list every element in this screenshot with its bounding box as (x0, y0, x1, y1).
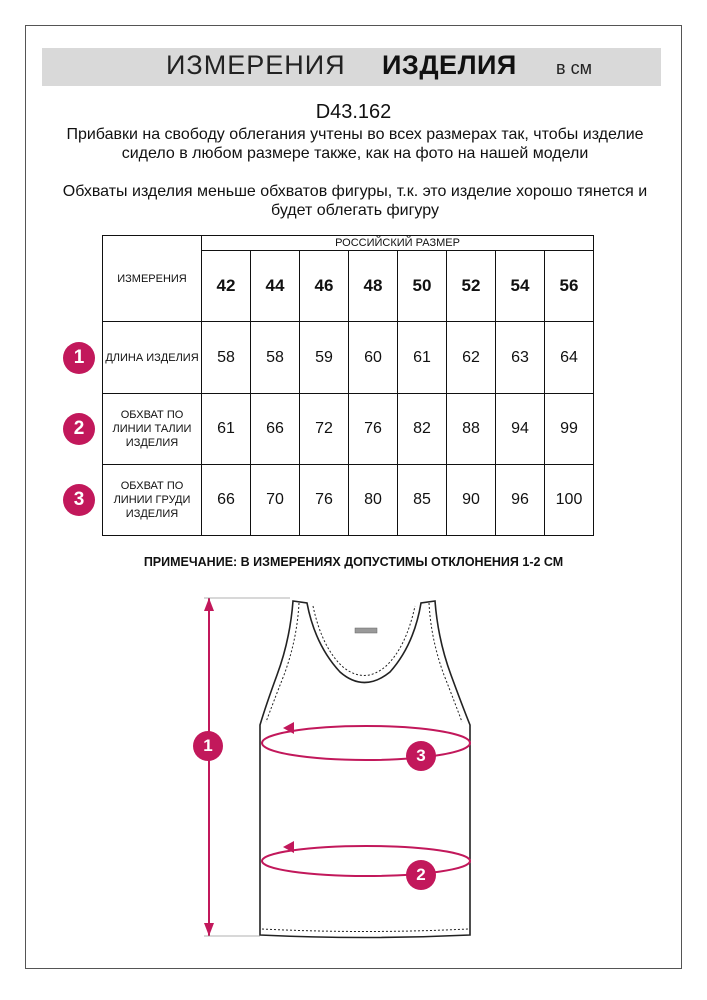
table-cell: 82 (398, 394, 447, 465)
table-cell: 62 (447, 322, 496, 394)
table-cell: 96 (496, 465, 545, 536)
row-label: ОБХВАТ ПО ЛИНИИ ГРУДИ ИЗДЕЛИЯ (103, 465, 202, 536)
product-code: D43.162 (315, 101, 392, 123)
table-cell: 58 (251, 322, 300, 394)
row-label: ОБХВАТ ПО ЛИНИИ ТАЛИИ ИЗДЕЛИЯ (103, 394, 202, 465)
size-header: 42 (202, 251, 251, 322)
row-label: ДЛИНА ИЗДЕЛИЯ (103, 322, 202, 394)
size-group-header: РОССИЙСКИЙ РАЗМЕР (202, 236, 594, 251)
table-cell: 85 (398, 465, 447, 536)
chest-marker: 3 (406, 741, 436, 771)
table-cell: 94 (496, 394, 545, 465)
table-cell: 70 (251, 465, 300, 536)
table-cell: 90 (447, 465, 496, 536)
size-header: 48 (349, 251, 398, 322)
table-cell: 58 (202, 322, 251, 394)
table-cell: 88 (447, 394, 496, 465)
title-product: ИЗДЕЛИЯ (382, 50, 517, 80)
table-cell: 66 (251, 394, 300, 465)
row-badge-chest: 3 (63, 484, 95, 516)
table-cell: 64 (545, 322, 594, 394)
length-marker: 1 (193, 731, 223, 761)
table-cell: 61 (202, 394, 251, 465)
chest-ellipse (262, 722, 470, 760)
size-header: 50 (398, 251, 447, 322)
size-header: 52 (447, 251, 496, 322)
table-cell: 99 (545, 394, 594, 465)
waist-marker: 2 (406, 860, 436, 890)
description-fit: Прибавки на свободу облегания учтены во всех размерах так, чтобы изделие сидело в любом размере также, как на фото на нашей модели (66, 126, 644, 162)
row-badge-length: 1 (63, 342, 95, 374)
title-units: в см (556, 58, 592, 78)
size-header: 44 (251, 251, 300, 322)
table-cell: 60 (349, 322, 398, 394)
table-cell: 80 (349, 465, 398, 536)
size-header: 54 (496, 251, 545, 322)
tank-top-outline (260, 601, 470, 938)
length-arrow (204, 598, 290, 936)
table-cell: 63 (496, 322, 545, 394)
waist-ellipse (262, 841, 470, 876)
tolerance-note: ПРИМЕЧАНИЕ: В ИЗМЕРЕНИЯХ ДОПУСТИМЫ ОТКЛОНЕНИЯ 1-2 СМ (143, 555, 564, 569)
size-header: 46 (300, 251, 349, 322)
table-cell: 59 (300, 322, 349, 394)
table-cell: 61 (398, 322, 447, 394)
label-tag (355, 628, 377, 633)
table-cell: 66 (202, 465, 251, 536)
description-stretch: Обхваты изделия меньше обхватов фигуры, т.к. это изделие хорошо тянется и будет облегать фигуру (62, 183, 648, 219)
row-badge-waist: 2 (63, 413, 95, 445)
table-cell: 72 (300, 394, 349, 465)
size-header: 56 (545, 251, 594, 322)
title-measurements: ИЗМЕРЕНИЯ (166, 50, 346, 80)
measure-header: ИЗМЕРЕНИЯ (103, 236, 202, 322)
table-cell: 100 (545, 465, 594, 536)
table-cell: 76 (349, 394, 398, 465)
table-cell: 76 (300, 465, 349, 536)
